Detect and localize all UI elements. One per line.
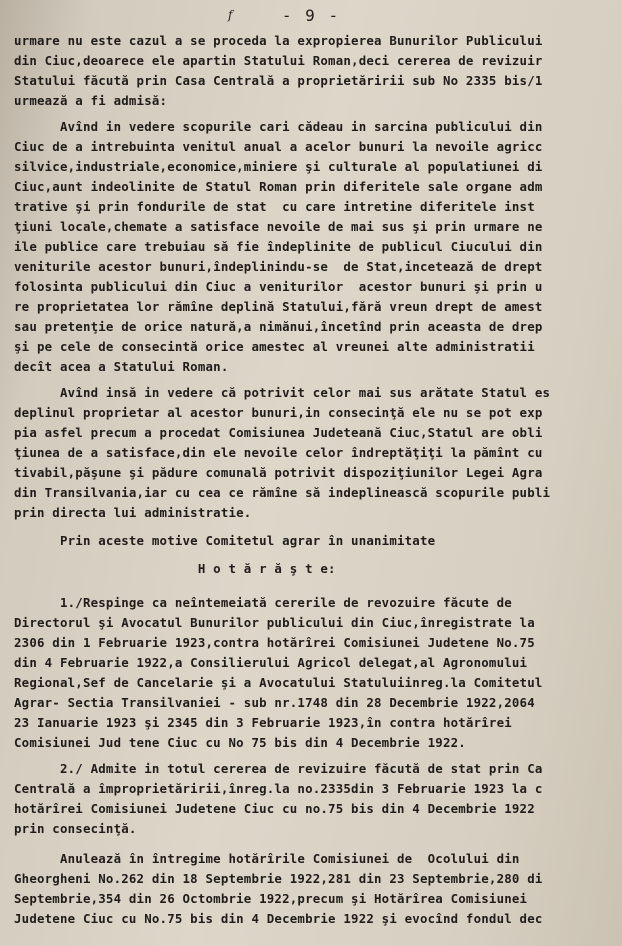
text-line: Agrar- Sectia Transilvaniei - sub nr.1748 din 28 Decembrie 1922,2064 (14, 695, 535, 710)
text-line: şi pe cele de consecintă orice amestec al vreunei alte administratii (14, 339, 535, 354)
text-line: Avînd insă in vedere că potrivit celor mai sus arătate Statul es (14, 385, 551, 400)
text-line: 23 Ianuarie 1923 şi 2345 din 3 Februarie 1923,în contra hotărîrei (14, 715, 512, 730)
text-line: hotărîrei Comisiunei Judetene Ciuc cu no.75 bis din 4 Decembrie 1922 (14, 801, 535, 816)
text-line: urmează a fi admisă: (14, 93, 168, 108)
text-line: decît acea a Statului Roman. (14, 359, 229, 374)
text-line: Ciuc de a intrebuinta venitul anual a acelor bunuri la nevoile agricc (14, 139, 543, 154)
text-line: veniturile acestor bunuri,îndeplinindu-se de Stat,incetează de drept (14, 259, 543, 274)
text-line: trative şi prin fondurile de stat cu care intretine diferitele inst (14, 199, 535, 214)
text-line: silvice,industriale,economice,miniere şi culturale al populatiunei di (14, 159, 543, 174)
text-line: 1./Respinge ca neîntemeiată cererile de revozuire făcute de (14, 595, 512, 610)
text-line: Directorul şi Avocatul Bunurilor publicului din Ciuc,înregistrate la (14, 615, 535, 630)
text-line: deplinul proprietar al acestor bunuri,in consecinţă ele nu se pot exp (14, 405, 543, 420)
handwritten-mark: f (228, 8, 233, 22)
text-line: Septembrie,354 din 26 Octombrie 1922,precum şi Hotărîrea Comisiunei (14, 891, 528, 906)
text-line: Prin aceste motive Comitetul agrar în unanimitate (14, 533, 436, 548)
text-line: Ciuc,aunt indeolinite de Statul Roman prin diferitele sale organe adm (14, 179, 543, 194)
text-line: sau pretenţie de orice natură,a nimănui,încetînd prin aceasta de drep (14, 319, 543, 334)
text-line: 2./ Admite in totul cererea de revizuire făcută de stat prin Ca (14, 761, 543, 776)
text-line: Anulează în întregime hotărîrile Comisiunei de Ocolului din (14, 851, 520, 866)
text-line: Statului făcută prin Casa Centrală a proprietăririi sub No 2335 bis/1 (14, 73, 543, 88)
text-line: H o t ă r ă ş t e: (14, 561, 336, 576)
text-line: Judetene Ciuc cu No.75 bis din 4 Decembrie 1922 şi evocînd fondul dec (14, 911, 543, 926)
text-line: prin directa lui administratie. (14, 505, 252, 520)
text-line: folosinta publicului din Ciuc a veniturilor acestor bunuri şi prin u (14, 279, 543, 294)
text-line: ţiunea de a satisface,din ele nevoile celor îndreptăţiţi la pămînt cu (14, 445, 543, 460)
text-line: pia asfel precum a procedat Comisiunea Judeteană Ciuc,Statul are obli (14, 425, 543, 440)
text-line: 2306 din 1 Februarie 1923,contra hotărîrei Comisiunei Judetene No.75 (14, 635, 535, 650)
text-line: prin consecinţă. (14, 821, 137, 836)
text-line: re proprietatea lor rămîne deplină Statului,fără vreun drept de amest (14, 299, 543, 314)
text-line: Avînd in vedere scopurile cari cădeau in sarcina publicului din (14, 119, 543, 134)
text-line: Regional,Sef de Cancelarie şi a Avocatului Statuluiinreg.la Comitetul (14, 675, 543, 690)
text-line: din Ciuc,deoarece ele apartin Statului Roman,deci cererea de revizuir (14, 53, 543, 68)
text-line: Comisiunei Jud tene Ciuc cu No 75 bis din 4 Decembrie 1922. (14, 735, 466, 750)
text-line: tivabil,păşune şi pădure comunală potrivit dispoziţiunilor Legei Agra (14, 465, 543, 480)
text-line: din 4 Februarie 1922,a Consilierului Agricol delegat,al Agronomului (14, 655, 528, 670)
page-number: - 9 - (281, 6, 341, 25)
text-line: din Transilvania,iar cu cea ce rămîne să indeplinească scopurile publi (14, 485, 551, 500)
text-line: urmare nu este cazul a se proceda la expropierea Bunurilor Publicului (14, 33, 543, 48)
text-line: Centrală a împroprietăririi,înreg.la no.2335din 3 Februarie 1923 la c (14, 781, 543, 796)
text-line: ile publice care trebuiau să fie îndeplinite de publicul Ciucului din (14, 239, 543, 254)
text-line: ţiuni locale,chemate a satisface nevoile de mai sus şi prin urmare ne (14, 219, 543, 234)
text-line: Gheorgheni No.262 din 18 Septembrie 1922,281 din 23 Septembrie,280 di (14, 871, 543, 886)
